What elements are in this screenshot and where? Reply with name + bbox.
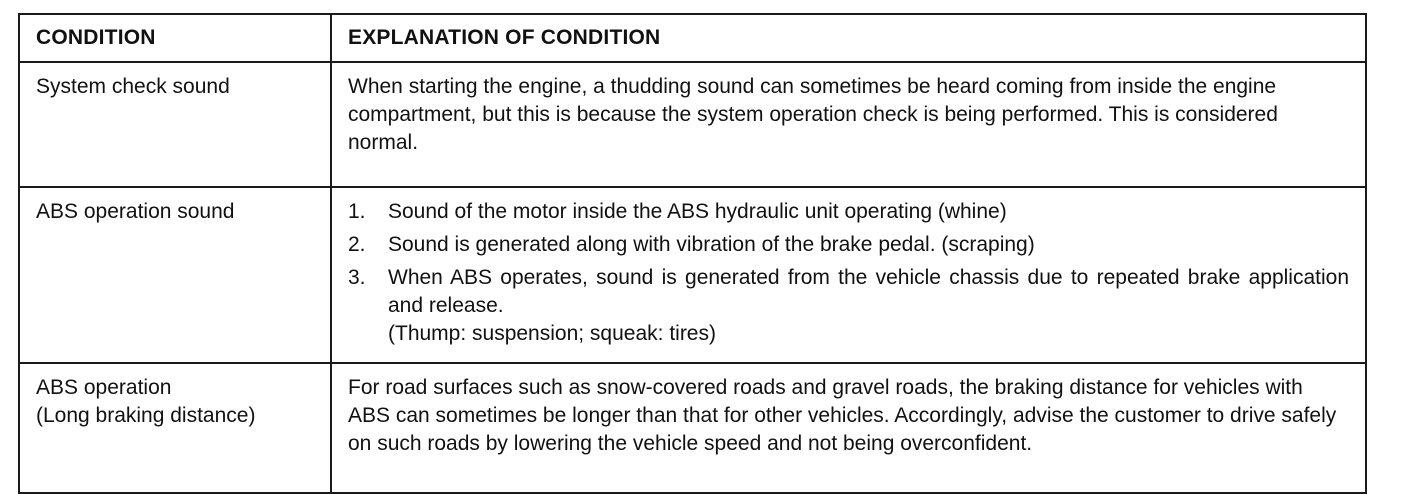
condition-cell [19,62,331,187]
header-condition: CONDITION [19,14,331,62]
item-number: 2. [348,233,366,256]
condition-cell [19,363,331,493]
table-row [19,187,1366,363]
condition-table [18,13,1367,494]
numbered-list [348,198,1349,348]
header-explanation: EXPLANATION OF CONDITION [331,14,1366,62]
table-row [19,363,1366,493]
item-text: Sound of the motor inside the ABS hydraulic unit operating (whine) [388,200,1007,223]
explanation-cell: When starting the engine, a thudding sound can sometimes be heard coming from inside the engine compartment, but this is because the system operation check is being performed. This is considered normal. [331,62,1366,187]
condition-cell [19,187,331,363]
condition-text: System check sound [36,75,230,98]
table-row [19,62,1366,187]
list-item [348,198,1349,226]
item-note: (Thump: suspension; squeak: tires) [388,322,716,345]
item-number: 1. [348,200,366,223]
condition-subtext: (Long braking distance) [36,404,256,427]
condition-text: ABS operation [36,376,172,399]
item-text: Sound is generated along with vibration of the brake pedal. (scraping) [388,233,1035,256]
explanation-cell [331,187,1366,363]
header-row [19,14,1366,62]
item-text: When ABS operates, sound is generated from the vehicle chassis due to repeated brake application and release. [388,266,1349,317]
list-item [348,264,1349,348]
list-item [348,231,1349,259]
explanation-cell: For road surfaces such as snow-covered roads and gravel roads, the braking distance for vehicles with ABS can sometimes be longer than that for other vehicles. Accordingly, advise the customer to drive safely on such roads by lowering the vehicle speed and not being overconfident. [331,363,1366,493]
condition-text: ABS operation sound [36,200,235,223]
item-number: 3. [348,266,366,289]
item-text-block [388,264,1349,348]
